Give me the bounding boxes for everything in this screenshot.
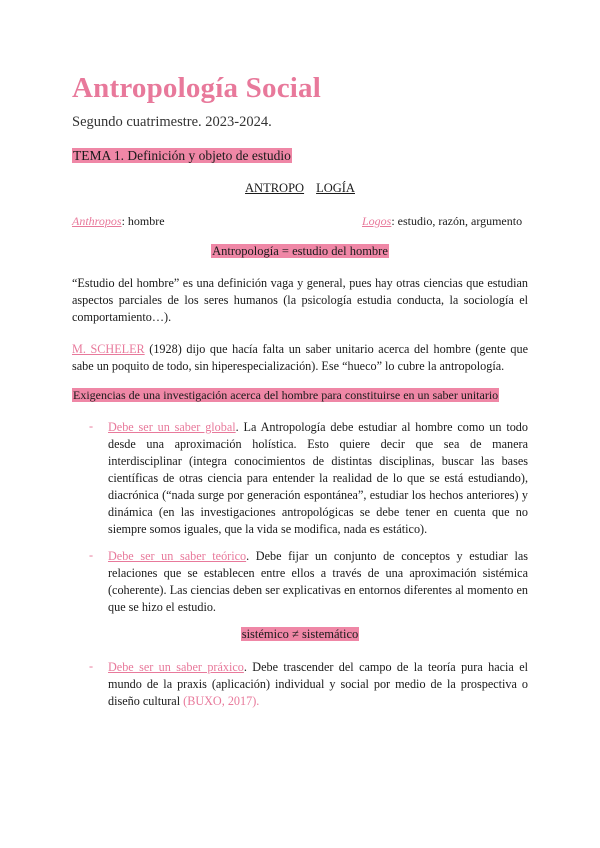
logos-meaning: : estudio, razón, argumento — [391, 214, 523, 228]
requirement-praxic — [108, 659, 528, 710]
etymology-line — [0, 181, 600, 196]
scheler-author: M. SCHELER — [72, 342, 145, 356]
anthropos-meaning: : hombre — [121, 214, 165, 228]
requirements-heading — [72, 388, 499, 403]
requirement-label: Debe ser un saber teórico — [108, 549, 247, 563]
document-subtitle: Segundo cuatrimestre. 2023-2024. — [72, 114, 272, 130]
requirement-label: Debe ser un saber práxico — [108, 660, 244, 674]
equation-line — [0, 244, 600, 259]
etymology-part-1: ANTROPO — [245, 181, 305, 195]
paragraph-definition: “Estudio del hombre” es una definición vaga y general, pues hay otras ciencias que estudian aspectos parciales de los seres humanos (la psicología estudia conducta, la sociología el comportamiento…). — [72, 276, 528, 324]
requirements-heading-text: Exigencias de una investigación acerca del hombre para constituirse en un saber unitario — [73, 388, 499, 402]
requirement-text: . Debe trascender del campo de la teoría pura hacia el mundo de la praxis (aplicación) individual y social por medio de la prospectiva o diseño cultural — [108, 660, 528, 708]
bullet-dash: - — [89, 548, 94, 562]
citation: (BUXO, 2017). — [183, 694, 260, 708]
requirement-global — [108, 419, 528, 538]
logos-term: Logos — [362, 214, 392, 228]
note-text: sistémico ≠ sistemático — [241, 627, 359, 641]
definition-logos — [362, 214, 522, 229]
topic-heading-text: TEMA 1. Definición y objeto de estudio — [73, 148, 291, 163]
equation-text: Antropología = estudio del hombre — [212, 244, 388, 258]
requirement-theoretical — [108, 548, 528, 616]
bullet-dash: - — [89, 419, 94, 433]
etymology-part-2: LOGÍA — [316, 181, 355, 195]
document-title: Antropología Social — [72, 72, 321, 104]
paragraph-scheler — [72, 341, 528, 375]
note-line — [0, 627, 600, 642]
requirement-text: . Debe fijar un conjunto de conceptos y estudiar las relaciones que se establecen entre ellos a través de una aproximación sistémica (coherente). Las ciencias deben ser explicativas en entornos diferentes al momento en que se hizo el estudio. — [108, 549, 528, 614]
requirement-label: Debe ser un saber global — [108, 420, 236, 434]
definition-anthropos — [72, 214, 165, 229]
scheler-text: (1928) dijo que hacía falta un saber unitario acerca del hombre (gente que sabe un poquito de todo, sin hiperespecialización). Ese “hueco” lo cubre la antropología. — [72, 342, 528, 373]
topic-heading — [72, 148, 292, 164]
anthropos-term: Anthropos — [72, 214, 122, 228]
bullet-dash: - — [89, 659, 94, 673]
requirement-text: . La Antropología debe estudiar al hombre como un todo desde una aproximación holística. Esto quiere decir que sea de manera interdisciplinar (integra conocimientos de distintas disciplinas, buscar las bases científicas de otras ciencia para entender la realidad de lo que se está estudiando), diacrónica (“nada surge por generación espontánea”, estudiar los hechos anteriores) y dinámica (en las investigaciones antropológicas se debe tener en cuenta que no siempre somos iguales, que la vida se modifica, nada es estático). — [108, 420, 528, 536]
